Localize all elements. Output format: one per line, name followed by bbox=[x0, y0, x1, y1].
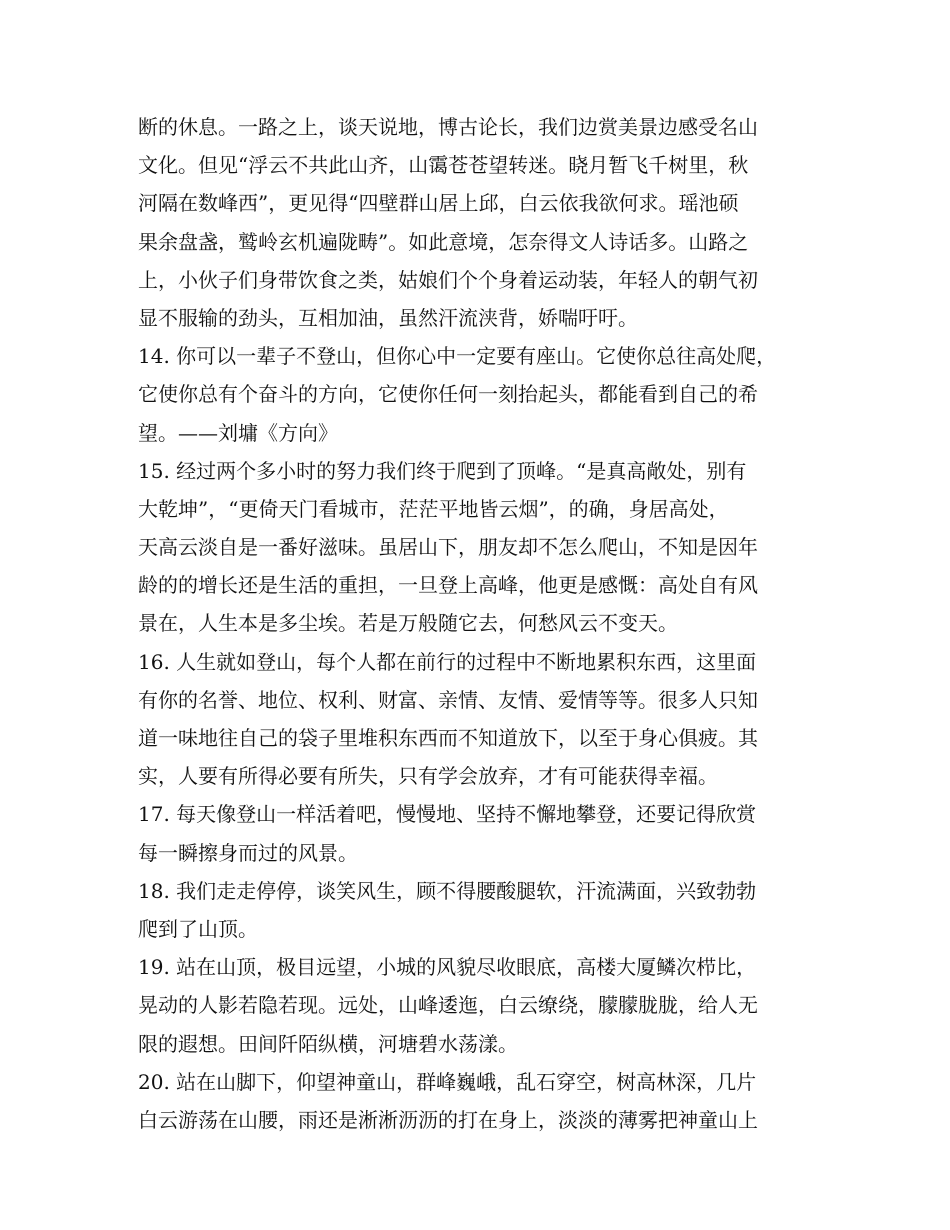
item-19-line: 19. 站在山顶，极目远望，小城的风貌尽收眼底，高楼大厦鳞次栉比， bbox=[138, 955, 757, 980]
item-17-line: 17. 每天像登山一样活着吧，慢慢地、坚持不懈地攀登，还要记得欣赏 bbox=[138, 802, 757, 827]
document-body bbox=[138, 108, 818, 1139]
text-line: 龄的的增长还是生活的重担，一旦登上高峰，他更是感慨：高处自有风 bbox=[138, 573, 758, 598]
text-line: 景在，人生本是多尘埃。若是万般随它去，何愁风云不变天。 bbox=[138, 611, 678, 636]
text-line: 每一瞬擦身而过的风景。 bbox=[138, 840, 358, 865]
text-line: 果余盘盏，鹫岭玄机遍陇畴”。如此意境，怎奈得文人诗话多。山路之 bbox=[138, 229, 749, 254]
item-14-line: 14. 你可以一辈子不登山，但你心中一定要有座山。它使你总往高处爬， bbox=[138, 344, 777, 369]
text-line: 大乾坤”，“更倚天门看城市，茫茫平地皆云烟”，的确，身居高处， bbox=[138, 496, 729, 521]
item-20-line: 20. 站在山脚下，仰望神童山，群峰巍峨，乱石穿空，树高林深，几片 bbox=[138, 1069, 757, 1094]
text-line: 显不服输的劲头，互相加油，虽然汗流浃背，娇喘吁吁。 bbox=[138, 305, 638, 330]
text-line: 实，人要有所得必要有所失，只有学会放弃，才有可能获得幸福。 bbox=[138, 764, 718, 789]
text-line: 晃动的人影若隐若现。远处，山峰逶迤，白云缭绕，朦朦胧胧，给人无 bbox=[138, 993, 758, 1018]
text-line: 它使你总有个奋斗的方向，它使你任何一刻抬起头，都能看到自己的希 bbox=[138, 382, 758, 407]
item-16-line: 16. 人生就如登山，每个人都在前行的过程中不断地累积东西，这里面 bbox=[138, 649, 757, 674]
text-line: 上，小伙子们身带饮食之类，姑娘们个个身着运动装，年轻人的朝气初 bbox=[138, 267, 758, 292]
text-line: 白云游荡在山腰，雨还是淅淅沥沥的打在身上，淡淡的薄雾把神童山上 bbox=[138, 1107, 758, 1132]
text-line: 河隔在数峰西”，更见得“四壁群山居上邱，白云依我欲何求。瑶池硕 bbox=[138, 191, 739, 216]
text-line: 限的遐想。田间阡陌纵横，河塘碧水荡漾。 bbox=[138, 1031, 518, 1056]
text-line: 文化。但见“浮云不共此山齐，山霭苍苍望转迷。晓月暂飞千树里，秋 bbox=[138, 153, 749, 178]
text-line: 爬到了山顶。 bbox=[138, 916, 258, 941]
item-15-line: 15. 经过两个多小时的努力我们终于爬到了顶峰。“是真高敞处，别有 bbox=[138, 458, 747, 483]
text-line: 断的休息。一路之上，谈天说地，博古论长，我们边赏美景边感受名山 bbox=[138, 115, 758, 139]
text-line: 望。——刘墉《方向》 bbox=[138, 420, 338, 445]
text-line: 有你的名誉、地位、权利、财富、亲情、友情、爱情等等。很多人只知 bbox=[138, 687, 758, 712]
text-line: 天高云淡自是一番好滋味。虽居山下，朋友却不怎么爬山，不知是因年 bbox=[138, 535, 758, 560]
item-18-line: 18. 我们走走停停，谈笑风生，顾不得腰酸腿软，汗流满面，兴致勃勃 bbox=[138, 878, 757, 903]
text-line: 道一味地往自己的袋子里堆积东西而不知道放下，以至于身心俱疲。其 bbox=[138, 726, 758, 750]
